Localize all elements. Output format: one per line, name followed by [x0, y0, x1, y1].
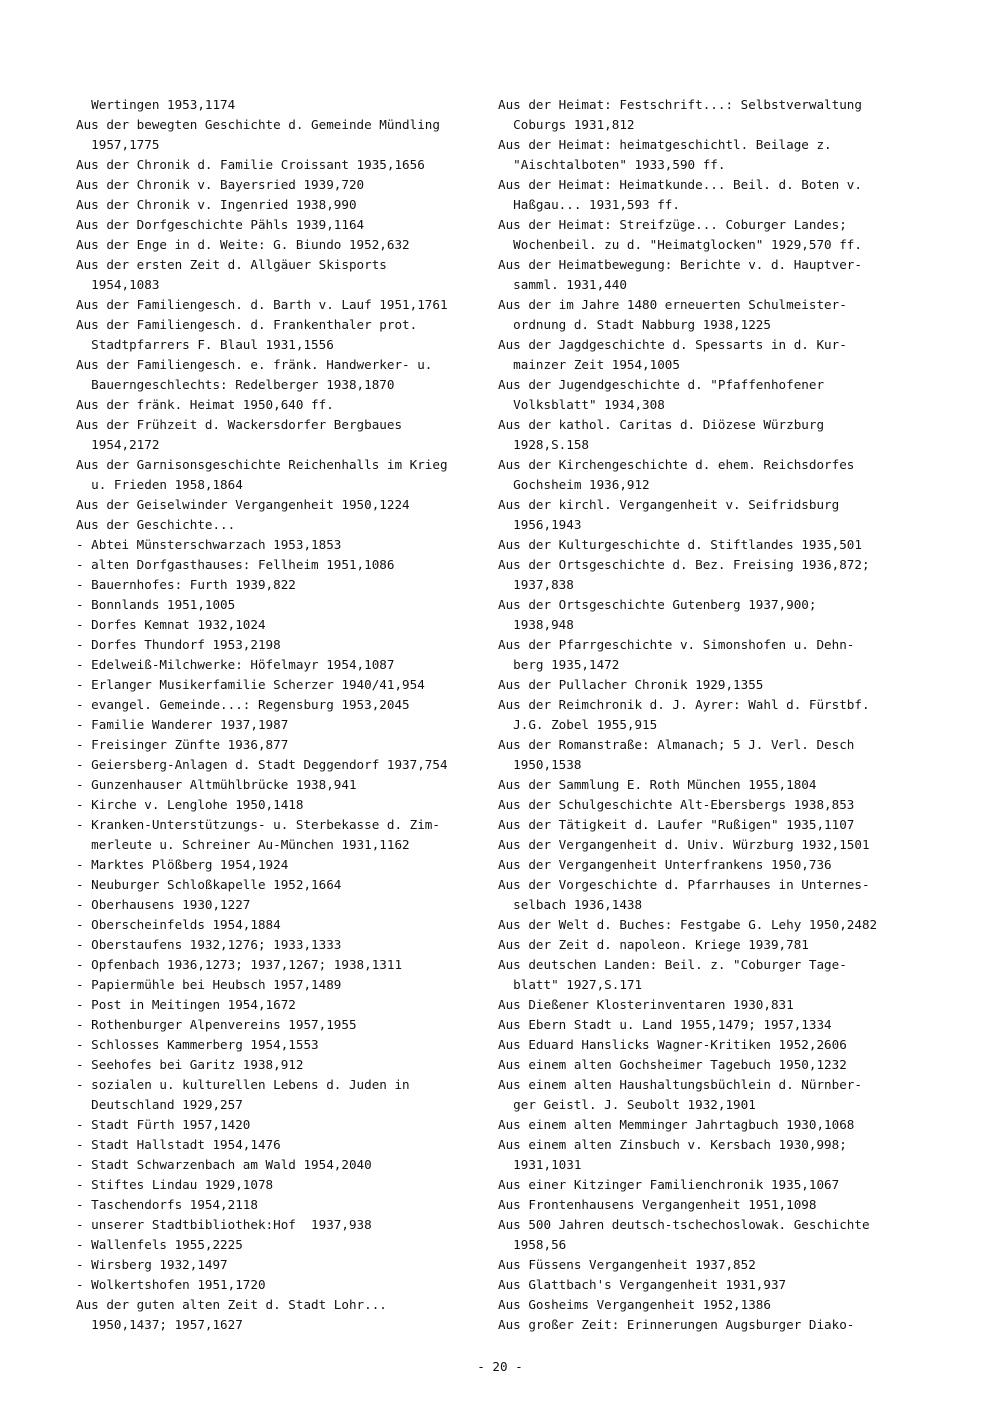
index-entry-line: - Wirsberg 1932,1497 [76, 1257, 228, 1272]
index-entry-line: berg 1935,1472 [498, 657, 620, 672]
index-entry-line: Aus der Chronik v. Ingenried 1938,990 [76, 197, 357, 212]
index-entry-line: - Geiersberg-Anlagen d. Stadt Deggendorf 1937,754 [76, 757, 448, 772]
index-entry-line: - Kirche v. Lenglohe 1950,1418 [76, 797, 304, 812]
index-entry-line: Volksblatt" 1934,308 [498, 397, 665, 412]
index-entry-line: Wertingen 1953,1174 [76, 97, 236, 112]
index-entry-line: Gochsheim 1936,912 [498, 477, 650, 492]
index-entry-line: mainzer Zeit 1954,1005 [498, 357, 680, 372]
index-entry-line: Aus 500 Jahren deutsch-tschechoslowak. Geschichte [498, 1217, 870, 1232]
index-entry-line: 1957,1775 [76, 137, 160, 152]
index-entry-line: - Opfenbach 1936,1273; 1937,1267; 1938,1311 [76, 957, 403, 972]
index-entry-line: Aus der Tätigkeit d. Laufer "Rußigen" 1935,1107 [498, 817, 855, 832]
index-entry-line: Aus der bewegten Geschichte d. Gemeinde Mündling [76, 117, 440, 132]
index-entry-line: Aus der Ortsgeschichte Gutenberg 1937,900; [498, 597, 817, 612]
index-entry-line: - Erlanger Musikerfamilie Scherzer 1940/41,954 [76, 677, 425, 692]
index-entry-line: 1954,2172 [76, 437, 160, 452]
index-entry-line: - Kranken-Unterstützungs- u. Sterbekasse d. Zim- [76, 817, 440, 832]
index-entry-line: - Gunzenhauser Altmühlbrücke 1938,941 [76, 777, 357, 792]
index-entry-line: blatt" 1927,S.171 [498, 977, 643, 992]
index-entry-line: Bauerngeschlechts: Redelberger 1938,1870 [76, 377, 395, 392]
index-entry-line: Aus der Frühzeit d. Wackersdorfer Bergbaues [76, 417, 403, 432]
index-entry-line: Aus der Familiengesch. d. Barth v. Lauf 1951,1761 [76, 297, 448, 312]
index-entry-line: Aus der Heimat: Festschrift...: Selbstverwaltung [498, 97, 862, 112]
index-entry-line: Aus der Geiselwinder Vergangenheit 1950,1224 [76, 497, 410, 512]
index-entry-line: Deutschland 1929,257 [76, 1097, 243, 1112]
index-entry-line: 1950,1437; 1957,1627 [76, 1317, 243, 1332]
index-entry-line: - Oberhausens 1930,1227 [76, 897, 251, 912]
index-entry-line: Aus der im Jahre 1480 erneuerten Schulmeister- [498, 297, 847, 312]
index-entry-line: Aus der fränk. Heimat 1950,640 ff. [76, 397, 334, 412]
index-entry-line: Aus der Heimatbewegung: Berichte v. d. Hauptver- [498, 257, 862, 272]
index-entry-line: 1950,1538 [498, 757, 582, 772]
index-entry-line: Aus der kathol. Caritas d. Diözese Würzburg [498, 417, 825, 432]
index-entry-line: Aus der Jagdgeschichte d. Spessarts in d. Kur- [498, 337, 847, 352]
index-entry-line: - Rothenburger Alpenvereins 1957,1955 [76, 1017, 357, 1032]
index-entry-line: - Stadt Hallstadt 1954,1476 [76, 1137, 281, 1152]
index-entry-line: Aus der ersten Zeit d. Allgäuer Skisports [76, 257, 387, 272]
index-entry-line: Aus der Sammlung E. Roth München 1955,1804 [498, 777, 817, 792]
index-entry-line: - Dorfes Kemnat 1932,1024 [76, 617, 266, 632]
index-entry-line: - Wallenfels 1955,2225 [76, 1237, 243, 1252]
index-entry-line: Aus Frontenhausens Vergangenheit 1951,1098 [498, 1197, 817, 1212]
left-column [76, 95, 496, 1335]
index-entry-line: - Papiermühle bei Heubsch 1957,1489 [76, 977, 342, 992]
index-entry-line: Coburgs 1931,812 [498, 117, 635, 132]
index-entry-line: Aus der Heimat: heimatgeschichtl. Beilage z. [498, 137, 832, 152]
index-entry-line: Aus deutschen Landen: Beil. z. "Coburger Tage- [498, 957, 847, 972]
index-entry-line: Stadtpfarrers F. Blaul 1931,1556 [76, 337, 334, 352]
index-entry-line: Aus großer Zeit: Erinnerungen Augsburger Diako- [498, 1317, 855, 1332]
index-entry-line: Haßgau... 1931,593 ff. [498, 197, 680, 212]
index-entry-line: - Seehofes bei Garitz 1938,912 [76, 1057, 304, 1072]
index-entry-line: - Abtei Münsterschwarzach 1953,1853 [76, 537, 342, 552]
index-entry-line: - Schlosses Kammerberg 1954,1553 [76, 1037, 319, 1052]
index-entry-line: selbach 1936,1438 [498, 897, 643, 912]
index-entry-line: - Edelweiß-Milchwerke: Höfelmayr 1954,1087 [76, 657, 395, 672]
index-entry-line: Aus einem alten Gochsheimer Tagebuch 1950,1232 [498, 1057, 847, 1072]
index-entry-line: ordnung d. Stadt Nabburg 1938,1225 [498, 317, 771, 332]
index-entry-line: Aus Eduard Hanslicks Wagner-Kritiken 1952,2606 [498, 1037, 847, 1052]
index-entry-line: Aus der Enge in d. Weite: G. Biundo 1952,632 [76, 237, 410, 252]
index-entry-line: Aus Glattbach's Vergangenheit 1931,937 [498, 1277, 787, 1292]
index-entry-line: - Post in Meitingen 1954,1672 [76, 997, 296, 1012]
index-entry-line: - Taschendorfs 1954,2118 [76, 1197, 258, 1212]
index-entry-line: 1928,S.158 [498, 437, 589, 452]
index-entry-line: Aus der Vergangenheit Unterfrankens 1950,736 [498, 857, 832, 872]
index-entry-line: 1931,1031 [498, 1157, 582, 1172]
index-entry-line: Aus der kirchl. Vergangenheit v. Seifridsburg [498, 497, 840, 512]
index-entry-line: Aus der Familiengesch. d. Frankenthaler prot. [76, 317, 418, 332]
index-entry-line: Aus der Heimat: Streifzüge... Coburger Landes; [498, 217, 847, 232]
index-entry-line: Aus einem alten Haushaltungsbüchlein d. Nürnber- [498, 1077, 862, 1092]
index-entry-line: Aus der Dorfgeschichte Pähls 1939,1164 [76, 217, 365, 232]
index-entry-line: - Stadt Fürth 1957,1420 [76, 1117, 251, 1132]
index-entry-line: Aus der Garnisonsgeschichte Reichenhalls im Krieg [76, 457, 448, 472]
index-entry-line: Aus der Kulturgeschichte d. Stiftlandes 1935,501 [498, 537, 862, 552]
index-entry-line: Aus der Geschichte... [76, 517, 236, 532]
index-entry-line: - Oberscheinfelds 1954,1884 [76, 917, 281, 932]
index-entry-line: Aus der Vergangenheit d. Univ. Würzburg 1932,1501 [498, 837, 870, 852]
index-entry-line: samml. 1931,440 [498, 277, 627, 292]
index-entry-line: - sozialen u. kulturellen Lebens d. Juden in [76, 1077, 410, 1092]
index-entry-line: Aus der Romanstraße: Almanach; 5 J. Verl. Desch [498, 737, 855, 752]
index-entry-line: Aus der Kirchengeschichte d. ehem. Reichsdorfes [498, 457, 855, 472]
index-entry-line: - Neuburger Schloßkapelle 1952,1664 [76, 877, 342, 892]
index-entry-line: u. Frieden 1958,1864 [76, 477, 243, 492]
index-entry-line: - Stiftes Lindau 1929,1078 [76, 1177, 274, 1192]
index-entry-line: Aus Dießener Klosterinventaren 1930,831 [498, 997, 794, 1012]
index-entry-line: merleute u. Schreiner Au-München 1931,1162 [76, 837, 410, 852]
index-entry-line: Aus der Heimat: Heimatkunde... Beil. d. Boten v. [498, 177, 862, 192]
index-entry-line: Aus Füssens Vergangenheit 1937,852 [498, 1257, 756, 1272]
index-entry-line: Aus der Vorgeschichte d. Pfarrhauses in Unternes- [498, 877, 870, 892]
index-entry-line: Aus der Zeit d. napoleon. Kriege 1939,781 [498, 937, 809, 952]
index-entry-line: 1938,948 [498, 617, 574, 632]
index-entry-line: - Wolkertshofen 1951,1720 [76, 1277, 266, 1292]
index-entry-line: Aus der Chronik d. Familie Croissant 1935,1656 [76, 157, 425, 172]
index-entry-line: Aus der Pfarrgeschichte v. Simonshofen u. Dehn- [498, 637, 855, 652]
index-entry-line: ger Geistl. J. Seubolt 1932,1901 [498, 1097, 756, 1112]
index-entry-line: 1937,838 [498, 577, 574, 592]
index-entry-line: Aus einem alten Zinsbuch v. Kersbach 1930,998; [498, 1137, 847, 1152]
index-entry-line: Aus der Pullacher Chronik 1929,1355 [498, 677, 764, 692]
index-entry-line: Aus Ebern Stadt u. Land 1955,1479; 1957,1334 [498, 1017, 832, 1032]
index-entry-line: Aus der Jugendgeschichte d. "Pfaffenhofener [498, 377, 825, 392]
index-entry-line: Aus der Familiengesch. e. fränk. Handwerker- u. [76, 357, 433, 372]
index-entry-line: Aus der Ortsgeschichte d. Bez. Freising 1936,872; [498, 557, 870, 572]
index-entry-line: Aus einem alten Memminger Jahrtagbuch 1930,1068 [498, 1117, 855, 1132]
index-entry-line: Aus der Reimchronik d. J. Ayrer: Wahl d. Fürstbf. [498, 697, 870, 712]
index-entry-line: - Bonnlands 1951,1005 [76, 597, 236, 612]
index-entry-line: Wochenbeil. zu d. "Heimatglocken" 1929,570 ff. [498, 237, 862, 252]
index-entry-line: 1956,1943 [498, 517, 582, 532]
index-entry-line: Aus der Chronik v. Bayersried 1939,720 [76, 177, 365, 192]
index-entry-line: - Familie Wanderer 1937,1987 [76, 717, 289, 732]
index-entry-line: - Bauernhofes: Furth 1939,822 [76, 577, 296, 592]
index-entry-line: Aus einer Kitzinger Familienchronik 1935,1067 [498, 1177, 840, 1192]
index-entry-line: - Oberstaufens 1932,1276; 1933,1333 [76, 937, 342, 952]
index-entry-line: - evangel. Gemeinde...: Regensburg 1953,2045 [76, 697, 410, 712]
index-entry-line: - Marktes Plößberg 1954,1924 [76, 857, 289, 872]
index-entry-line: Aus der Welt d. Buches: Festgabe G. Lehy 1950,2482 [498, 917, 878, 932]
index-entry-line: Aus der Schulgeschichte Alt-Ebersbergs 1938,853 [498, 797, 855, 812]
index-entry-line: Aus Gosheims Vergangenheit 1952,1386 [498, 1297, 771, 1312]
right-column [498, 95, 978, 1335]
index-entry-line: - alten Dorfgasthauses: Fellheim 1951,1086 [76, 557, 395, 572]
index-entry-line: - Dorfes Thundorf 1953,2198 [76, 637, 281, 652]
index-entry-line: - Stadt Schwarzenbach am Wald 1954,2040 [76, 1157, 372, 1172]
page-number: - 20 - [477, 1359, 523, 1374]
index-entry-line: "Aischtalboten" 1933,590 ff. [498, 157, 726, 172]
index-entry-line: - unserer Stadtbibliothek:Hof 1937,938 [76, 1217, 372, 1232]
index-entry-line: 1954,1083 [76, 277, 160, 292]
index-entry-line: - Freisinger Zünfte 1936,877 [76, 737, 289, 752]
index-entry-line: 1958,56 [498, 1237, 567, 1252]
index-entry-line: Aus der guten alten Zeit d. Stadt Lohr... [76, 1297, 387, 1312]
index-entry-line: J.G. Zobel 1955,915 [498, 717, 658, 732]
